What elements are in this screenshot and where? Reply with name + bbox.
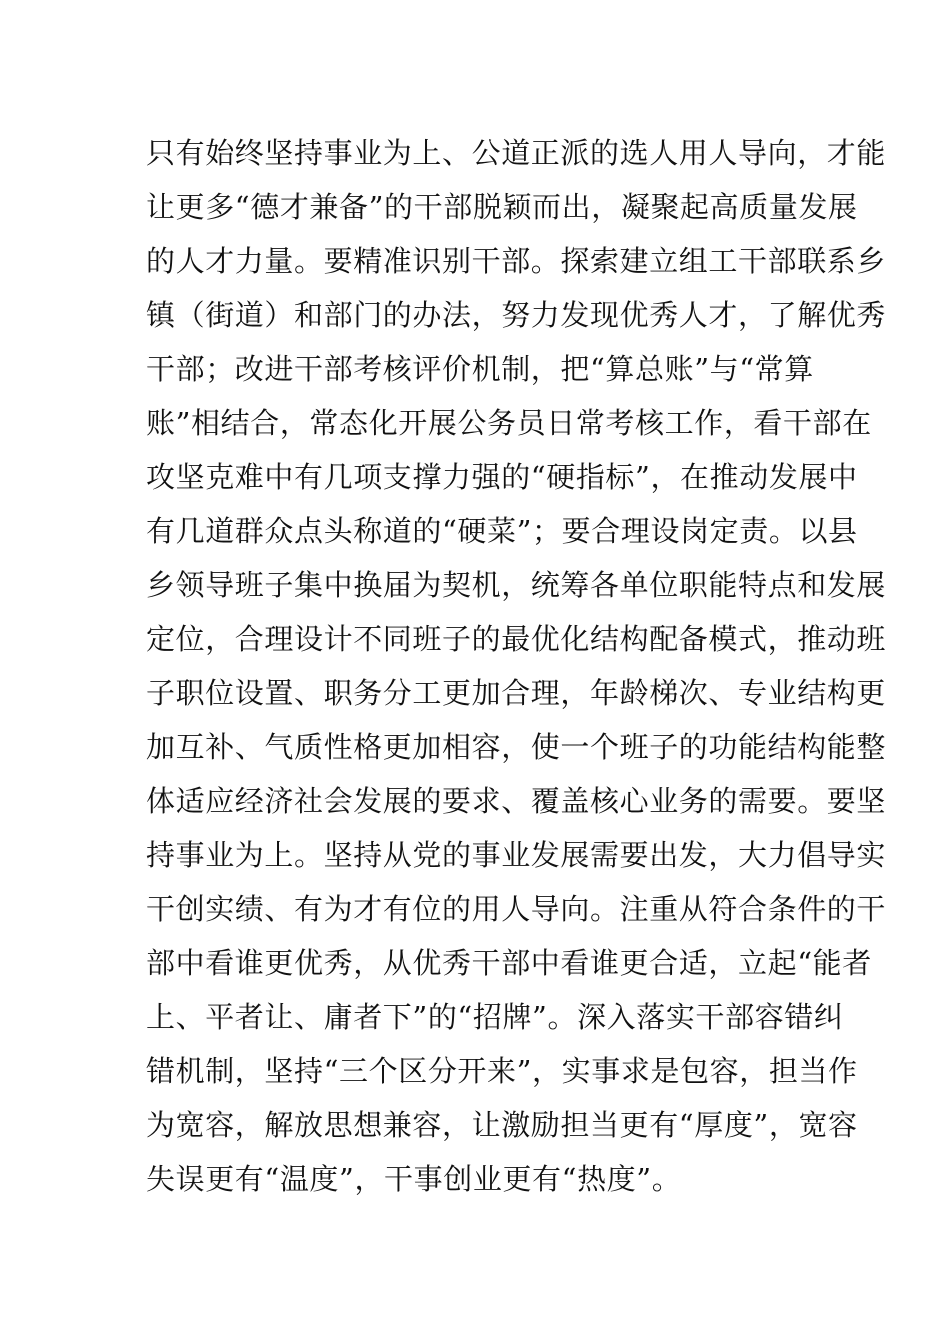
paragraph-line: 只有始终坚持事业为上、公道正派的选人用人导向，才能 bbox=[146, 136, 887, 170]
paragraph-line: 错机制，坚持“三个区分开来”，实事求是包容，担当作 bbox=[146, 1054, 858, 1088]
paragraph-line: 干部；改进干部考核评价机制，把“算总账”与“常算 bbox=[146, 352, 814, 386]
paragraph-line: 失误更有“温度”，干事创业更有“热度”。 bbox=[146, 1162, 682, 1196]
paragraph-line: 攻坚克难中有几项支撑力强的“硬指标”，在推动发展中 bbox=[146, 460, 858, 494]
paragraph-line: 干创实绩、有为才有位的用人导向。注重从符合条件的干 bbox=[146, 892, 887, 926]
paragraph-line: 为宽容，解放思想兼容，让激励担当更有“厚度”，宽容 bbox=[146, 1108, 858, 1142]
paragraph-line: 持事业为上。坚持从党的事业发展需要出发，大力倡导实 bbox=[146, 838, 887, 872]
body-paragraph bbox=[146, 126, 887, 1206]
paragraph-line: 有几道群众点头称道的“硬菜”；要合理设岗定责。以县 bbox=[146, 514, 858, 548]
paragraph-line: 体适应经济社会发展的要求、覆盖核心业务的需要。要坚 bbox=[146, 784, 887, 818]
paragraph-line: 镇（街道）和部门的办法，努力发现优秀人才，了解优秀 bbox=[146, 298, 887, 332]
paragraph-line: 账”相结合，常态化开展公务员日常考核工作，看干部在 bbox=[146, 406, 872, 440]
paragraph-line: 乡领导班子集中换届为契机，统筹各单位职能特点和发展 bbox=[146, 568, 887, 602]
paragraph-line: 子职位设置、职务分工更加合理，年龄梯次、专业结构更 bbox=[146, 676, 887, 710]
paragraph-line: 加互补、气质性格更加相容，使一个班子的功能结构能整 bbox=[146, 730, 887, 764]
paragraph-line: 让更多“德才兼备”的干部脱颖而出，凝聚起高质量发展 bbox=[146, 190, 858, 224]
paragraph-line: 的人才力量。要精准识别干部。探索建立组工干部联系乡 bbox=[146, 244, 887, 278]
paragraph-line: 定位，合理设计不同班子的最优化结构配备模式，推动班 bbox=[146, 622, 887, 656]
paragraph-line: 上、平者让、庸者下”的“招牌”。深入落实干部容错纠 bbox=[146, 1000, 844, 1034]
paragraph-line: 部中看谁更优秀，从优秀干部中看谁更合适，立起“能者 bbox=[146, 946, 872, 980]
